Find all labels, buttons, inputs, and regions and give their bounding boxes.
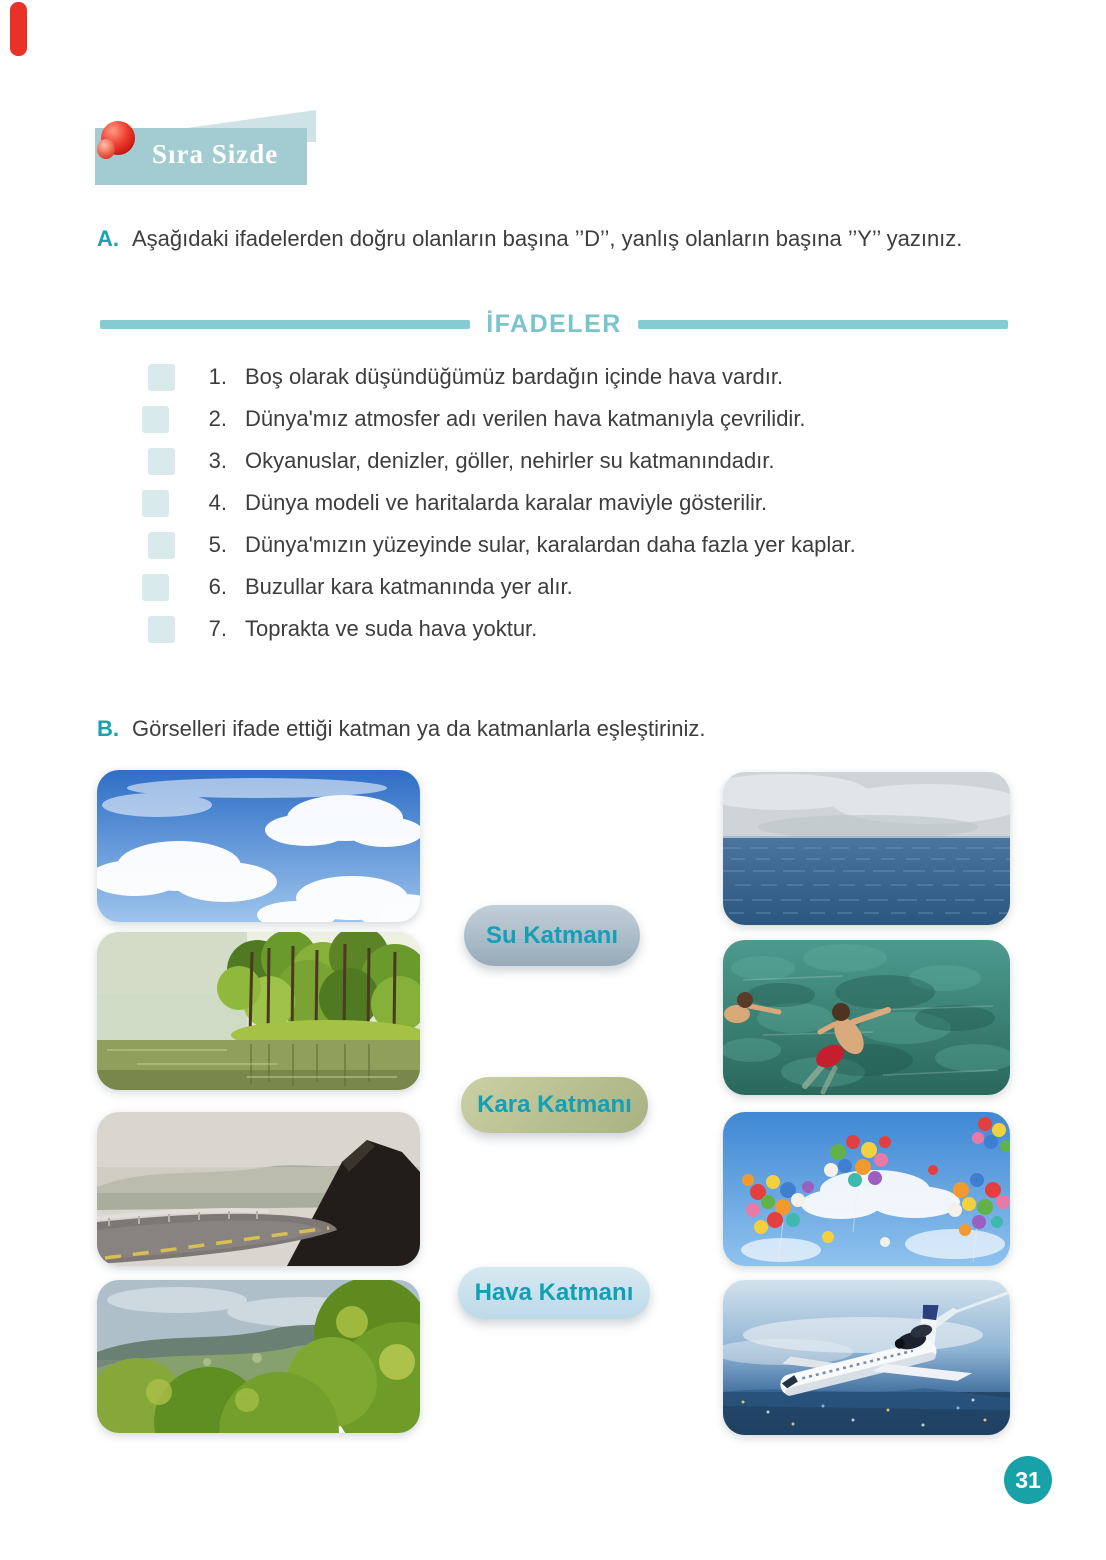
page-title: Sıra Sizde [152,139,279,169]
photo-green-hills[interactable] [97,1280,420,1433]
pill-hava-katmani[interactable]: Hava Katmanı [458,1267,650,1319]
statement-text: Boş olarak düşündüğümüz bardağın içinde hava vardır. [245,364,784,389]
statement-number: 5. [208,532,227,557]
pill-kara-katmani[interactable]: Kara Katmanı [461,1077,648,1133]
answer-box[interactable] [142,574,169,601]
statement-text: Dünya modeli ve haritalarda karalar maviyle gösterilir. [245,490,768,515]
photo-swimmers-in-sea[interactable] [723,940,1010,1095]
statement-row [148,482,856,524]
section-a [97,222,1012,256]
section-b [97,712,1012,746]
section-b-instruction: Görselleri ifade ettiği katman ya da katmanlarla eşleştiriniz. [132,716,706,741]
statements-header [100,310,1008,339]
statement-text: Okyanuslar, denizler, göller, nehirler su katmanındadır. [245,448,775,473]
statements-title: İFADELER [486,310,622,338]
photo-mountain-road[interactable] [97,1112,420,1266]
statement-number: 7. [208,616,227,641]
answer-box[interactable] [142,406,169,433]
photo-open-sea[interactable] [723,772,1010,925]
photo-balloons-in-sky[interactable] [723,1112,1010,1266]
statement-row [148,398,856,440]
page-number-badge: 31 [1004,1456,1052,1504]
section-b-label: B. [97,716,119,741]
section-a-instruction: Aşağıdaki ifadelerden doğru olanların başına ’’D’’, yanlış olanların başına ’’Y’’ yazınız. [132,226,963,251]
answer-box[interactable] [148,364,175,391]
section-a-label: A. [97,226,119,251]
header-bar-right [638,320,1008,329]
statement-text: Toprakta ve suda hava yoktur. [245,616,538,641]
statement-text: Buzullar kara katmanında yer alır. [245,574,573,599]
statement-number: 6. [208,574,227,599]
statement-text: Dünya'mız atmosfer adı verilen hava katmanıyla çevrilidir. [245,406,806,431]
pushpin-icon [97,121,135,161]
statement-row [148,356,856,398]
statement-row [148,524,856,566]
statement-row [148,608,856,650]
statement-row [148,440,856,482]
answer-box[interactable] [148,448,175,475]
statements-list [148,356,856,650]
statement-row [148,566,856,608]
photo-sky-with-clouds[interactable] [97,770,420,922]
photo-forest-lake[interactable] [97,932,420,1090]
answer-box[interactable] [148,616,175,643]
answer-box[interactable] [148,532,175,559]
answer-box[interactable] [142,490,169,517]
statement-number: 2. [208,406,227,431]
statement-number: 4. [208,490,227,515]
photo-airplane-over-city[interactable] [723,1280,1010,1435]
pill-su-katmani[interactable]: Su Katmanı [464,905,640,966]
statement-text: Dünya'mızın yüzeyinde sular, karalardan daha fazla yer kaplar. [245,532,856,557]
statement-number: 1. [208,364,227,389]
header-bar-left [100,320,470,329]
page-edge-red-mark [10,2,27,56]
statement-number: 3. [208,448,227,473]
